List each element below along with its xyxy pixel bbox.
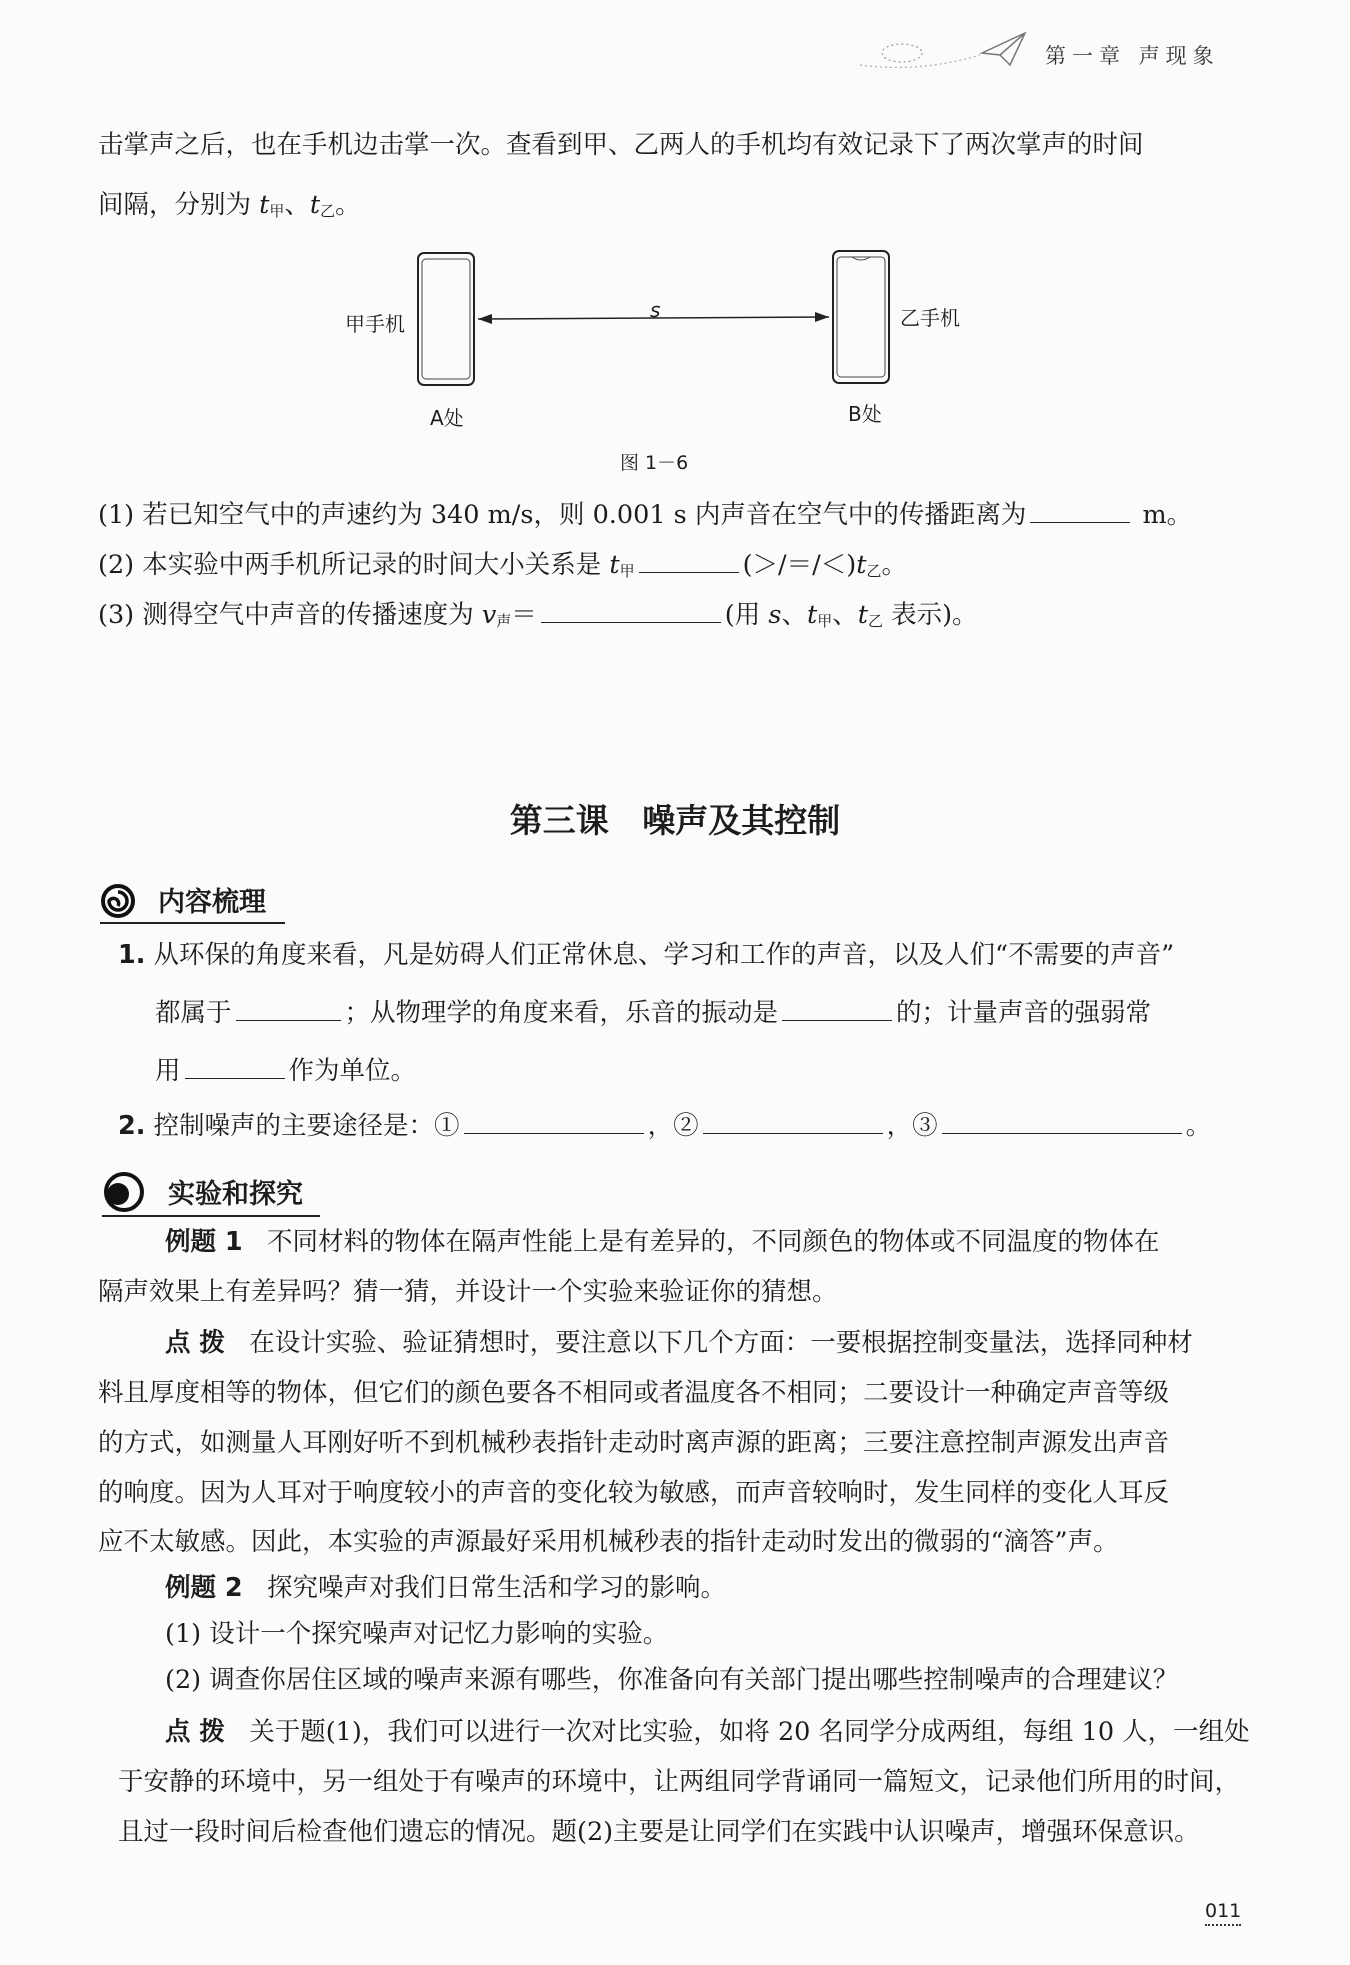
item-1-text-3a: 用 <box>155 1056 181 1086</box>
t-symbol-q2b: t <box>856 550 867 580</box>
label-B: B处 <box>848 402 882 426</box>
tip-2-label: 点 拨 <box>165 1717 225 1747</box>
tip-2-line-1 <box>165 1712 1250 1752</box>
example-1-line-1 <box>165 1222 1240 1262</box>
item-2-number: 2. <box>118 1111 146 1141</box>
t-symbol-q3b: t <box>857 600 868 630</box>
subscript-yi-q2: 乙 <box>866 562 882 580</box>
tip-1-text-4: 的响度。因为人耳对于响度较小的声音的变化较为敏感，而声音较响时，发生同样的变化人耳反 <box>98 1478 1170 1508</box>
tip-1-text-5: 应不太敏感。因此，本实验的声源最好采用机械秒表的指针走动时发出的微弱的“滴答”声。 <box>98 1527 1119 1557</box>
section-2-underline <box>102 1215 320 1217</box>
item-2-circle-2: ，② <box>647 1111 699 1141</box>
header-decoration <box>860 25 1040 75</box>
intro-line-2 <box>98 185 1240 231</box>
page-number: 011 <box>1205 1900 1241 1926</box>
section-title-underline <box>100 922 285 924</box>
tip-1-text-1: 在设计实验、验证猜想时，要注意以下几个方面：一要根据控制变量法，选择同种材 <box>249 1328 1193 1358</box>
tip-1-label: 点 拨 <box>165 1328 225 1358</box>
answer-blank-path-3[interactable] <box>942 1109 1182 1134</box>
item-1-text-1: 从环保的角度来看，凡是妨碍人们正常休息、学习和工作的声音，以及人们“不需要的声音” <box>153 940 1175 970</box>
label-distance-s: s <box>650 298 661 322</box>
question-3 <box>98 595 1240 641</box>
answer-blank-noise-def[interactable] <box>236 996 341 1021</box>
example-2-text-1: 探究噪声对我们日常生活和学习的影响。 <box>266 1573 726 1603</box>
phone-jia-screen <box>422 259 470 379</box>
item-1-line-1 <box>118 935 1240 975</box>
answer-blank-unit[interactable] <box>185 1054 285 1079</box>
section-title-content: 内容梳理 <box>158 887 266 918</box>
example-2-line-1 <box>165 1568 1240 1608</box>
figure-caption: 图 1－6 <box>620 452 689 474</box>
tip-2-text-1: 关于题(1)，我们可以进行一次对比实验，如将 20 名同学分成两组，每组 10 人，一组处 <box>249 1717 1250 1747</box>
question-3-hint-a: (用 <box>724 600 769 630</box>
tip-2-text-2: 于安静的环境中，另一组处于有噪声的环境中，让两组同学背诵同一篇短文，记录他们所用的时间， <box>118 1767 1241 1797</box>
question-1-text: (1) 若已知空气中的声速约为 340 m/s，则 0.001 s 内声音在空气中的传播距离为 <box>98 500 1027 530</box>
example-1-text-2: 隔声效果上有差异吗？猜一猜，并设计一个实验来验证你的猜想。 <box>98 1277 838 1307</box>
chapter-header: 第一章 声现象 <box>1045 44 1220 68</box>
item-2-end: 。 <box>1185 1111 1212 1141</box>
label-jia-phone: 甲手机 <box>345 312 405 336</box>
question-3-hint-b: 表示)。 <box>883 600 978 630</box>
sep-q3b: 、 <box>832 600 858 630</box>
example-2-question-2: (2) 调查你居住区域的噪声来源有哪些，你准备向有关部门提出哪些控制噪声的合理建议？ <box>165 1665 1179 1695</box>
subscript-yi-q3: 乙 <box>867 612 883 630</box>
sep-q3a: 、 <box>781 600 807 630</box>
answer-blank-q3[interactable] <box>541 598 721 623</box>
tip-1-line-1 <box>165 1323 1240 1363</box>
item-1-text-2b: ；从物理学的角度来看，乐音的振动是 <box>344 998 779 1028</box>
tip-1-text-2: 料且厚度相等的物体，但它们的颜色要各不相同或者温度各不相同；二要设计一种确定声音等级 <box>98 1378 1170 1408</box>
item-1-text-2c: 的；计量声音的强弱常 <box>896 998 1152 1028</box>
example-2-label: 例题 2 <box>165 1573 243 1603</box>
t-symbol-2: t <box>309 190 321 220</box>
phone-yi-screen <box>837 257 885 377</box>
phone-jia <box>418 253 474 385</box>
label-A: A处 <box>430 406 464 430</box>
paper-plane-icon <box>982 33 1025 65</box>
answer-blank-path-1[interactable] <box>464 1109 644 1134</box>
intro-end: 。 <box>335 190 361 220</box>
s-symbol: s <box>768 600 782 630</box>
arrow-head-left <box>478 314 492 324</box>
subscript-jia-q2: 甲 <box>619 562 635 580</box>
v-symbol: v <box>481 600 497 630</box>
example-1-text-1: 不同材料的物体在隔声性能上是有差异的，不同颜色的物体或不同温度的物体在 <box>266 1227 1160 1257</box>
dotted-path-decoration <box>860 55 980 67</box>
answer-blank-vibration[interactable] <box>782 996 892 1021</box>
spiral-icon <box>100 883 136 919</box>
label-yi-phone: 乙手机 <box>900 306 960 330</box>
t-symbol-q2: t <box>609 550 620 580</box>
section-title-experiment: 实验和探究 <box>168 1179 303 1210</box>
subscript-sheng: 声 <box>496 612 512 630</box>
item-1-text-2a: 都属于 <box>155 998 232 1028</box>
answer-blank-q2[interactable] <box>639 548 739 573</box>
item-2-circle-3: ，③ <box>886 1111 938 1141</box>
tip-1-text-3: 的方式，如测量人耳刚好听不到机械秒表指针走动时离声源的距离；三要注意控制声源发出声音 <box>98 1428 1170 1458</box>
item-2-line <box>118 1106 1240 1146</box>
tip-2-text-3: 且过一段时间后检查他们遗忘的情况。题(2)主要是让同学们在实践中认识噪声，增强环保意识。 <box>118 1817 1200 1847</box>
answer-blank-q1[interactable] <box>1030 498 1130 523</box>
question-2-options: (＞/＝/＜) <box>742 550 857 580</box>
example-2-question-1: (1) 设计一个探究噪声对记忆力影响的实验。 <box>165 1619 669 1649</box>
subscript-jia-q3: 甲 <box>817 612 833 630</box>
question-1 <box>98 495 1240 535</box>
subscript-jia: 甲 <box>269 202 285 220</box>
subscript-yi: 乙 <box>320 202 336 220</box>
circles-icon <box>102 1170 146 1214</box>
lesson-title: 第三课 噪声及其控制 <box>509 801 841 840</box>
item-1-line-3 <box>155 1051 1240 1091</box>
example-1-label: 例题 1 <box>165 1227 243 1257</box>
separator: 、 <box>284 190 310 220</box>
t-symbol-q3: t <box>806 600 818 630</box>
phone-yi <box>833 251 889 383</box>
item-1-text-3b: 作为单位。 <box>288 1056 417 1086</box>
swirl-decoration <box>882 44 922 62</box>
question-2 <box>98 545 1240 591</box>
answer-blank-path-2[interactable] <box>703 1109 883 1134</box>
question-2-end: 。 <box>881 550 907 580</box>
item-1-number: 1. <box>118 940 146 970</box>
question-1-unit: m。 <box>1134 500 1193 530</box>
intro-line-1: 击掌声之后，也在手机边击掌一次。查看到甲、乙两人的手机均有效记录下了两次掌声的时间 <box>98 130 1144 160</box>
equals-sign: ＝ <box>511 600 537 630</box>
arrow-head-right <box>815 312 829 322</box>
item-1-line-2 <box>155 993 1240 1033</box>
t-symbol: t <box>259 190 270 220</box>
intro-line-2-text: 间隔，分别为 <box>98 190 260 220</box>
item-2-text: 控制噪声的主要途径是：① <box>153 1111 460 1141</box>
question-3-text: (3) 测得空气中声音的传播速度为 <box>98 600 482 630</box>
question-2-text: (2) 本实验中两手机所记录的时间大小关系是 <box>98 550 610 580</box>
